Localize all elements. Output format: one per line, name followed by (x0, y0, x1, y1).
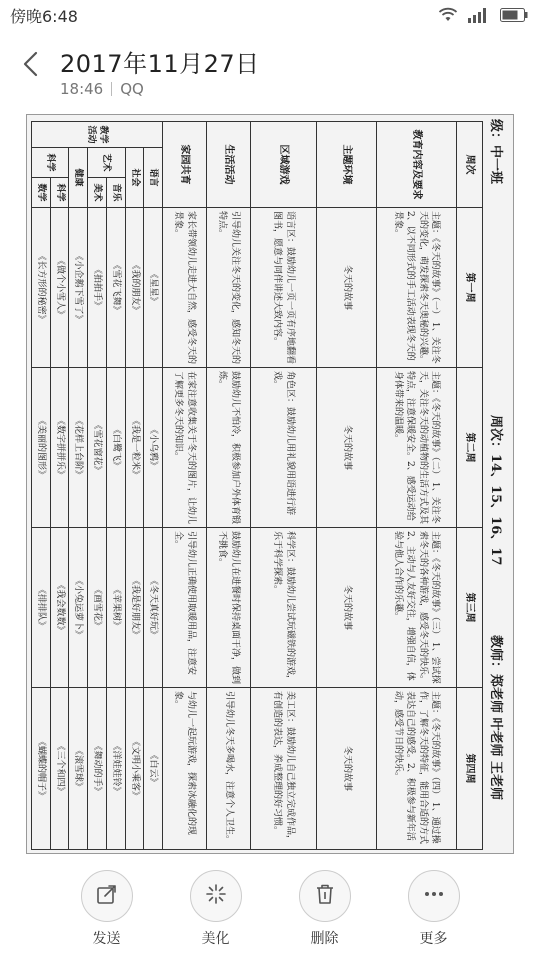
table-cell: 引导幼儿关注冬天的变化，感知冬天的特点。 (207, 208, 251, 368)
message-time: 18:46 (60, 80, 104, 98)
trash-icon (314, 883, 336, 909)
more-icon-circle (408, 870, 460, 922)
table-cell: 家园共育 (163, 122, 207, 208)
delete-button[interactable] (285, 870, 365, 960)
table-cell: 《做个小雪人》 (50, 208, 69, 368)
table-row (88, 122, 107, 850)
table-cell: 《我是一粒米》 (125, 368, 144, 528)
table-cell: 《三个和四》 (50, 688, 69, 850)
wifi-icon (438, 7, 458, 23)
table-cell: 《我会数数》 (50, 528, 69, 688)
table-cell: 美术 (88, 178, 107, 208)
table-cell: 科学 (50, 178, 69, 208)
beautify-icon-circle (190, 870, 242, 922)
page-title: 2017年11月27日 (60, 50, 260, 78)
send-label: 发送 (92, 931, 121, 947)
table-cell: 《星星》 (144, 208, 163, 368)
table-cell: 区域游戏 (251, 122, 317, 208)
table-row (69, 122, 88, 850)
table-cell: 《苹果树》 (106, 528, 125, 688)
table-cell: 《排排队》 (32, 528, 51, 688)
back-button[interactable] (16, 48, 48, 80)
ellipsis-icon (423, 883, 445, 909)
table-cell: 《蝴蝶的帽子》 (32, 688, 51, 850)
table-cell: 音乐 (106, 178, 125, 208)
table-cell: 《洋娃娃铃》 (106, 688, 125, 850)
separator (111, 82, 112, 96)
table-cell: 教学活动 (32, 122, 163, 148)
table-row (50, 122, 69, 850)
table-cell: 《花样上台阶》 (69, 368, 88, 528)
table-cell: 《文明小乘客》 (125, 688, 144, 850)
table-cell: 《拍拍手》 (88, 208, 107, 368)
send-button[interactable] (67, 870, 147, 960)
table-cell: 《美丽的图形》 (32, 368, 51, 528)
subtitle (60, 80, 144, 98)
delete-icon-circle (299, 870, 351, 922)
image-viewer[interactable] (0, 108, 540, 860)
beautify-label: 美化 (201, 931, 230, 947)
sparkle-icon (205, 883, 227, 909)
lesson-plan-document (26, 114, 514, 854)
table-cell: 美工区：鼓励幼儿自己独立完成作品，有创造的表达，养成整理的好习惯。 (251, 688, 317, 850)
table-cell: 冬天的故事 (317, 368, 377, 528)
plan-table (31, 121, 483, 850)
bottom-toolbar (0, 870, 540, 960)
status-icons (438, 7, 528, 23)
table-row (207, 122, 251, 850)
table-cell: 冬天的故事 (317, 208, 377, 368)
table-cell: 主题：《冬天的故事》（二） 1、关注冬天，关注冬天的动植物的生活方式及其特点，注意保暖安全。2、感受运动给身体带来的温暖。 (377, 368, 457, 528)
table-row (32, 122, 51, 850)
teacher-label: 教师：郑老师 叶老师 王老师 (488, 635, 504, 801)
table-cell: 科学 (32, 148, 69, 178)
table-row (317, 122, 377, 850)
table-cell: 第一周 (457, 208, 483, 368)
table-cell: 《舞动的手》 (88, 688, 107, 850)
table-cell: 在家注意收集关于冬天的图片，让幼儿了解更多冬天的知识。 (163, 368, 207, 528)
table-row (106, 122, 125, 850)
class-label: 级：中一班 (488, 119, 504, 185)
table-cell: 主题环境 (317, 122, 377, 208)
beautify-button[interactable] (176, 870, 256, 960)
table-row (377, 122, 457, 850)
table-cell: 冬天的故事 (317, 528, 377, 688)
table-cell: 健康 (69, 148, 88, 208)
table-cell: 《画雪花》 (88, 528, 107, 688)
battery-icon (500, 8, 528, 22)
table-cell: 《我的朋友》 (125, 208, 144, 368)
header (0, 34, 540, 104)
table-cell: 《雪花窗花》 (88, 368, 107, 528)
table-cell: 主题：《冬天的故事》（三） 1、尝试探索冬天的各种游戏，感受冬天的快乐。2、主动与人友好交往，增强自信，体验与他人合作的乐趣。 (377, 528, 457, 688)
table-cell: 科学区：鼓励幼儿尝试玩磁铁的游戏，乐于科学探索。 (251, 528, 317, 688)
table-cell: 《小乌鸦》 (144, 368, 163, 528)
chevron-left-icon (16, 65, 48, 84)
table-cell: 《白鹭飞》 (106, 368, 125, 528)
table-cell: 家长带领幼儿走进大自然，感受冬天的景象。 (163, 208, 207, 368)
table-cell: 鼓励幼儿不怕冷，积极参加户外体育锻炼。 (207, 368, 251, 528)
table-cell: 《小企鹅下雪了》 (69, 208, 88, 368)
status-time: 傍晚6:48 (10, 6, 78, 26)
table-cell: 角色区：鼓励幼儿用礼貌用语进行游戏。 (251, 368, 317, 528)
table-cell: 第三周 (457, 528, 483, 688)
signal-icon (468, 7, 490, 23)
table-cell: 《白云》 (144, 688, 163, 850)
more-button[interactable] (394, 870, 474, 960)
table-cell: 《冬天真好玩》 (144, 528, 163, 688)
table-row (125, 122, 144, 850)
table-cell: 语言 (144, 148, 163, 208)
delete-label: 删除 (310, 931, 339, 947)
table-row (163, 122, 207, 850)
table-row (144, 122, 163, 850)
table-cell: 《数字拼拼乐》 (50, 368, 69, 528)
table-cell: 《长方形的秘密》 (32, 208, 51, 368)
table-cell: 引导幼儿正确使用取暖用品，注意安全。 (163, 528, 207, 688)
table-cell: 周次 (457, 122, 483, 208)
table-cell: 社会 (125, 148, 144, 208)
table-cell: 冬天的故事 (317, 688, 377, 850)
table-cell: 生活活动 (207, 122, 251, 208)
table-cell: 引导幼儿冬天多喝水，注意个人卫生。 (207, 688, 251, 850)
table-cell: 教育内容及要求 (377, 122, 457, 208)
table-cell: 与幼儿一起玩游戏，探索冰融化的现象。 (163, 688, 207, 850)
message-source: QQ (120, 80, 144, 98)
table-row (251, 122, 317, 850)
table-cell: 艺术 (88, 148, 125, 178)
table-row (457, 122, 483, 850)
more-label: 更多 (419, 931, 448, 947)
weeks-label: 周次：14、15、16、17 (488, 415, 504, 566)
status-bar (0, 0, 540, 30)
table-cell: 第四周 (457, 688, 483, 850)
share-icon (96, 883, 118, 909)
table-cell: 主题：《冬天的故事》（四） 1、通过操作，了解冬天的特征，能用合适的方式表达自己的感受。2、积极参与新年活动，感受节日的快乐。 (377, 688, 457, 850)
document-header (483, 115, 513, 853)
send-icon-circle (81, 870, 133, 922)
table-cell: 语言区：鼓励幼儿一页一页有序地翻看图书，愿意与同伴讲述大致内容。 (251, 208, 317, 368)
table-cell: 鼓励幼儿在进餐时保持桌面干净，做到不挑食。 (207, 528, 251, 688)
table-cell: 第二周 (457, 368, 483, 528)
table-cell: 《小兔运萝卜》 (69, 528, 88, 688)
table-cell: 《滚雪球》 (69, 688, 88, 850)
table-cell: 《我是好朋友》 (125, 528, 144, 688)
table-cell: 《雪花飞舞》 (106, 208, 125, 368)
table-cell: 主题：《冬天的故事》（一） 1、关注冬天的变化，萌发探索冬天奥秘的兴趣。2、以不同形式的手工活动表现冬天的景象。 (377, 208, 457, 368)
table-cell: 数学 (32, 178, 51, 208)
